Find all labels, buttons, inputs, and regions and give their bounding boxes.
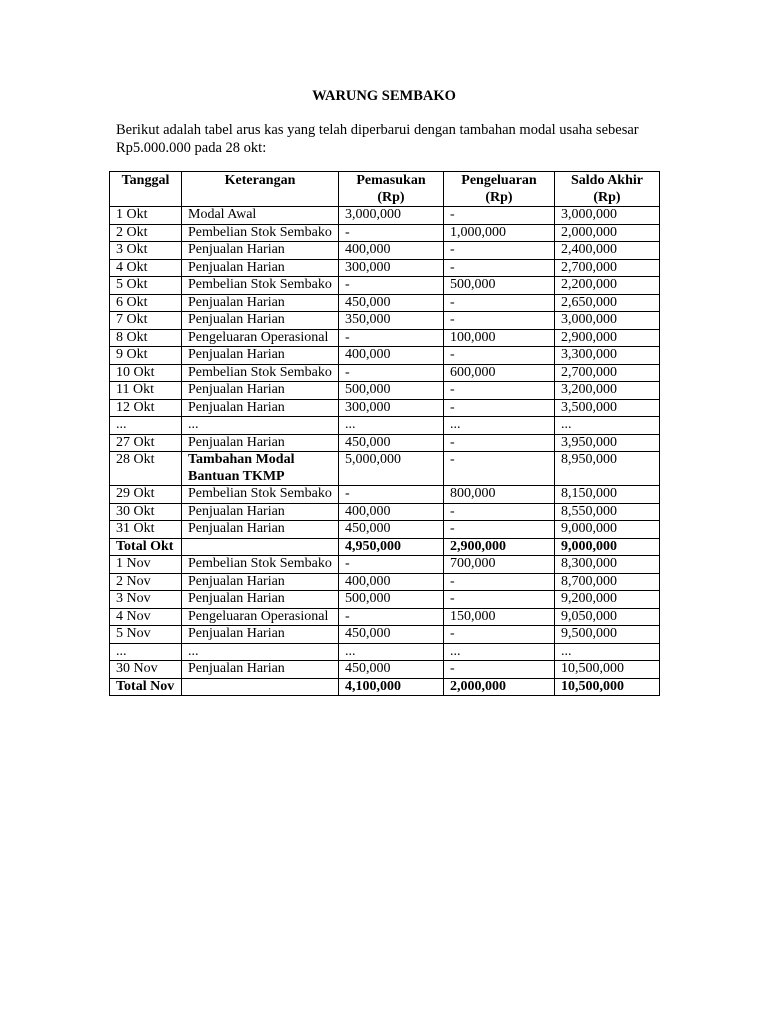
- cell-income: 450,000: [339, 626, 444, 644]
- cell-balance: 9,000,000: [555, 521, 660, 539]
- document-title: WARUNG SEMBAKO: [312, 88, 456, 104]
- cell-date: ...: [110, 417, 182, 435]
- cell-description: Pembelian Stok Sembako: [182, 486, 339, 504]
- table-row: [110, 556, 660, 574]
- cell-date: 2 Okt: [110, 224, 182, 242]
- cell-description: [182, 538, 339, 556]
- cell-expense: 150,000: [444, 608, 555, 626]
- cell-description: Pembelian Stok Sembako: [182, 556, 339, 574]
- cell-income: ...: [339, 417, 444, 435]
- cell-date: 2 Nov: [110, 573, 182, 591]
- cell-income: -: [339, 224, 444, 242]
- cell-income: -: [339, 608, 444, 626]
- cell-expense: -: [444, 242, 555, 260]
- cell-expense: ...: [444, 417, 555, 435]
- cell-balance: ...: [555, 643, 660, 661]
- cell-description: Pembelian Stok Sembako: [182, 364, 339, 382]
- cell-balance: 10,500,000: [555, 661, 660, 679]
- cell-date: ...: [110, 643, 182, 661]
- cell-date: 1 Nov: [110, 556, 182, 574]
- cell-expense: -: [444, 399, 555, 417]
- cell-balance: 2,700,000: [555, 259, 660, 277]
- table-row: [110, 207, 660, 225]
- cell-description: Penjualan Harian: [182, 434, 339, 452]
- table-row: [110, 294, 660, 312]
- cell-expense: ...: [444, 643, 555, 661]
- cell-income: 500,000: [339, 382, 444, 400]
- cash-flow-table: [109, 171, 660, 696]
- cell-balance: 2,400,000: [555, 242, 660, 260]
- table-row: [110, 486, 660, 504]
- header-pemasukan: Pemasukan (Rp): [339, 172, 444, 207]
- cell-balance: 2,900,000: [555, 329, 660, 347]
- cell-balance: ...: [555, 417, 660, 435]
- table-row: [110, 382, 660, 400]
- cell-description: Penjualan Harian: [182, 259, 339, 277]
- cell-income: -: [339, 556, 444, 574]
- table-row: [110, 259, 660, 277]
- cell-expense: -: [444, 452, 555, 486]
- cell-expense: -: [444, 434, 555, 452]
- cell-expense: -: [444, 207, 555, 225]
- table-row: [110, 242, 660, 260]
- cell-income: 4,100,000: [339, 678, 444, 696]
- table-row: [110, 434, 660, 452]
- cell-income: 5,000,000: [339, 452, 444, 486]
- cell-balance: 2,000,000: [555, 224, 660, 242]
- table-body: [110, 207, 660, 696]
- cell-balance: 9,200,000: [555, 591, 660, 609]
- cell-description: Pembelian Stok Sembako: [182, 224, 339, 242]
- cell-date: 31 Okt: [110, 521, 182, 539]
- table-row: [110, 573, 660, 591]
- cell-balance: 3,200,000: [555, 382, 660, 400]
- table-row: [110, 626, 660, 644]
- header-pengeluaran: Pengeluaran (Rp): [444, 172, 555, 207]
- cell-income: 3,000,000: [339, 207, 444, 225]
- cell-date: 30 Nov: [110, 661, 182, 679]
- cell-date: 7 Okt: [110, 312, 182, 330]
- cell-description: Penjualan Harian: [182, 312, 339, 330]
- table-row: [110, 521, 660, 539]
- cell-date: 11 Okt: [110, 382, 182, 400]
- cell-description: Tambahan Modal Bantuan TKMP: [182, 452, 339, 486]
- cell-date: 4 Okt: [110, 259, 182, 277]
- cell-income: 300,000: [339, 399, 444, 417]
- cell-date: 1 Okt: [110, 207, 182, 225]
- cell-income: 450,000: [339, 434, 444, 452]
- cell-description: Penjualan Harian: [182, 521, 339, 539]
- cell-description: Pembelian Stok Sembako: [182, 277, 339, 295]
- cell-balance: 8,550,000: [555, 503, 660, 521]
- cell-expense: 700,000: [444, 556, 555, 574]
- cell-income: 450,000: [339, 294, 444, 312]
- table-row: [110, 347, 660, 365]
- cell-date: 8 Okt: [110, 329, 182, 347]
- cell-expense: 1,000,000: [444, 224, 555, 242]
- table-row: [110, 417, 660, 435]
- cell-income: -: [339, 364, 444, 382]
- cell-balance: 3,000,000: [555, 312, 660, 330]
- cell-balance: 3,300,000: [555, 347, 660, 365]
- table-row: [110, 329, 660, 347]
- cell-expense: -: [444, 591, 555, 609]
- table-header-row: [110, 172, 660, 207]
- cell-expense: -: [444, 626, 555, 644]
- cell-balance: 8,150,000: [555, 486, 660, 504]
- cell-date: 4 Nov: [110, 608, 182, 626]
- cell-date: 9 Okt: [110, 347, 182, 365]
- cell-balance: 2,650,000: [555, 294, 660, 312]
- cell-date: 27 Okt: [110, 434, 182, 452]
- table-total-row: [110, 678, 660, 696]
- cell-description: ...: [182, 417, 339, 435]
- cell-income: ...: [339, 643, 444, 661]
- cell-income: 500,000: [339, 591, 444, 609]
- cell-income: 400,000: [339, 347, 444, 365]
- cell-income: -: [339, 277, 444, 295]
- cell-income: -: [339, 486, 444, 504]
- cell-description: Penjualan Harian: [182, 573, 339, 591]
- cell-date: 6 Okt: [110, 294, 182, 312]
- cell-date: Total Okt: [110, 538, 182, 556]
- cell-balance: 8,700,000: [555, 573, 660, 591]
- table-row: [110, 661, 660, 679]
- cell-description: Penjualan Harian: [182, 661, 339, 679]
- table-row: [110, 224, 660, 242]
- cell-description: Penjualan Harian: [182, 591, 339, 609]
- cell-expense: -: [444, 259, 555, 277]
- cell-balance: 9,050,000: [555, 608, 660, 626]
- cell-description: ...: [182, 643, 339, 661]
- cell-description: Penjualan Harian: [182, 347, 339, 365]
- table-row: [110, 591, 660, 609]
- table-row: [110, 399, 660, 417]
- table-row: [110, 608, 660, 626]
- cell-date: Total Nov: [110, 678, 182, 696]
- cell-balance: 2,700,000: [555, 364, 660, 382]
- cell-date: 30 Okt: [110, 503, 182, 521]
- header-tanggal: Tanggal: [110, 172, 182, 207]
- cell-expense: 800,000: [444, 486, 555, 504]
- cell-balance: 10,500,000: [555, 678, 660, 696]
- cell-income: 350,000: [339, 312, 444, 330]
- cell-description: Penjualan Harian: [182, 626, 339, 644]
- cell-expense: -: [444, 521, 555, 539]
- cell-balance: 2,200,000: [555, 277, 660, 295]
- cell-description: Penjualan Harian: [182, 382, 339, 400]
- cell-income: 450,000: [339, 521, 444, 539]
- cell-income: 450,000: [339, 661, 444, 679]
- cell-description: Pengeluaran Operasional: [182, 608, 339, 626]
- intro-paragraph: Berikut adalah tabel arus kas yang telah diperbarui dengan tambahan modal usaha sebesar Rp5.000.000 pada 28 okt:: [116, 122, 639, 156]
- cell-date: 5 Okt: [110, 277, 182, 295]
- cell-income: 400,000: [339, 503, 444, 521]
- cell-balance: 3,000,000: [555, 207, 660, 225]
- cell-expense: 2,000,000: [444, 678, 555, 696]
- cell-expense: 2,900,000: [444, 538, 555, 556]
- cell-description: Pengeluaran Operasional: [182, 329, 339, 347]
- header-keterangan: Keterangan: [182, 172, 339, 207]
- table-row: [110, 364, 660, 382]
- cell-income: 400,000: [339, 242, 444, 260]
- cell-description: Modal Awal: [182, 207, 339, 225]
- table-row: [110, 503, 660, 521]
- cell-date: 28 Okt: [110, 452, 182, 486]
- cell-description: Penjualan Harian: [182, 242, 339, 260]
- table-row: [110, 643, 660, 661]
- cell-expense: 100,000: [444, 329, 555, 347]
- table-row: [110, 452, 660, 486]
- cell-expense: -: [444, 312, 555, 330]
- cell-expense: -: [444, 573, 555, 591]
- cell-expense: -: [444, 347, 555, 365]
- cell-balance: 3,950,000: [555, 434, 660, 452]
- cell-income: -: [339, 329, 444, 347]
- cell-date: 10 Okt: [110, 364, 182, 382]
- table-total-row: [110, 538, 660, 556]
- cell-date: 3 Okt: [110, 242, 182, 260]
- cell-expense: -: [444, 294, 555, 312]
- cell-date: 12 Okt: [110, 399, 182, 417]
- cell-expense: 600,000: [444, 364, 555, 382]
- cell-date: 29 Okt: [110, 486, 182, 504]
- cell-income: 400,000: [339, 573, 444, 591]
- cell-balance: 9,000,000: [555, 538, 660, 556]
- cell-description: Penjualan Harian: [182, 294, 339, 312]
- cell-expense: -: [444, 661, 555, 679]
- cell-description: Penjualan Harian: [182, 399, 339, 417]
- cell-description: [182, 678, 339, 696]
- cell-expense: -: [444, 382, 555, 400]
- cell-income: 4,950,000: [339, 538, 444, 556]
- cell-description: Penjualan Harian: [182, 503, 339, 521]
- cell-expense: -: [444, 503, 555, 521]
- table-row: [110, 277, 660, 295]
- cell-expense: 500,000: [444, 277, 555, 295]
- cell-income: 300,000: [339, 259, 444, 277]
- cell-balance: 9,500,000: [555, 626, 660, 644]
- cell-balance: 3,500,000: [555, 399, 660, 417]
- cell-balance: 8,950,000: [555, 452, 660, 486]
- cell-date: 5 Nov: [110, 626, 182, 644]
- header-saldo-akhir: Saldo Akhir (Rp): [555, 172, 660, 207]
- cell-balance: 8,300,000: [555, 556, 660, 574]
- cell-date: 3 Nov: [110, 591, 182, 609]
- table-row: [110, 312, 660, 330]
